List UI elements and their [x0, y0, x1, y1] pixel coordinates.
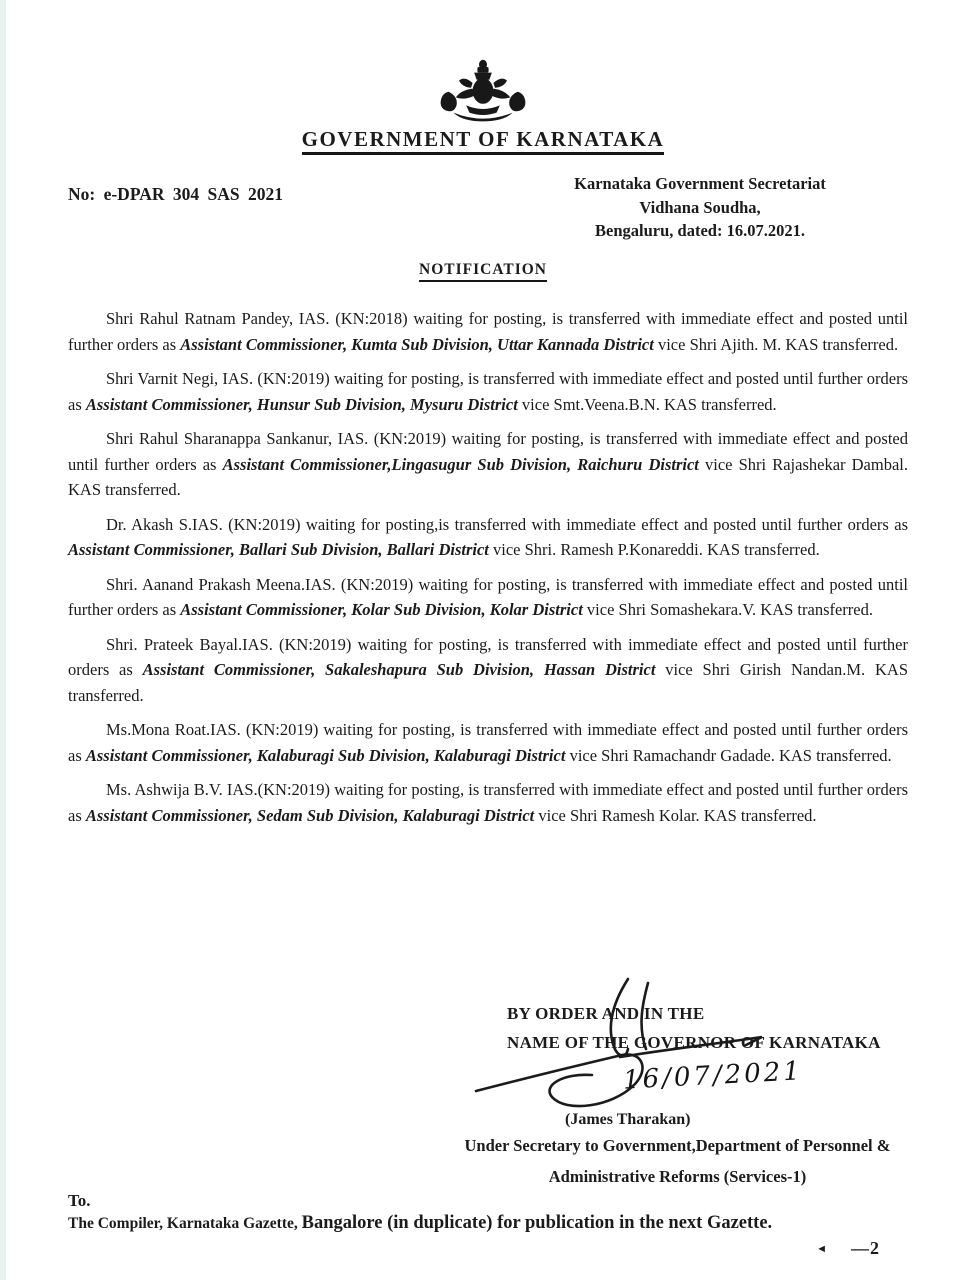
- posting-emphasis: Assistant Commissioner, Hunsur Sub Division, Mysuru District: [85, 394, 518, 414]
- paragraph-text: vice Shri Ramachandr Gadade. KAS transferred.: [565, 745, 892, 765]
- notification-body: [68, 306, 908, 837]
- page-number-mark: —2: [851, 1238, 880, 1258]
- paragraph-text: vice Shri Ajith. M. KAS transferred.: [653, 334, 899, 354]
- posting-emphasis: Assistant Commissioner, Kumta Sub Division, Uttar Kannada District: [180, 334, 654, 354]
- governor-name-line: NAME OF THE GOVERNOR OF KARNATAKA: [507, 1033, 881, 1052]
- paragraph-text: vice Shri. Ramesh P.Konareddi. KAS transferred.: [488, 540, 820, 559]
- government-title-text: GOVERNMENT OF KARNATAKA: [302, 127, 665, 155]
- paragraph-text: Dr. Akash S.IAS. (KN:2019) waiting for posting,is transferred with immediate effect and posted until further orders as: [106, 514, 908, 534]
- paragraph-text: Shri. Prateek Bayal.IAS. (KN:2019) waiting for posting, is transferred with immediate effect and posted until further orders as: [68, 634, 908, 679]
- posting-emphasis: Assistant Commissioner,Lingasugur Sub Division, Raichuru District: [222, 454, 699, 474]
- notification-heading: [0, 261, 966, 279]
- designation-line-1: Under Secretary to Government,Department of Personnel &: [464, 1136, 891, 1155]
- by-order-line: BY ORDER AND IN THE: [507, 1004, 705, 1023]
- paragraph-text: vice Shri Girish Nandan.M. KAS transferred.: [68, 660, 909, 705]
- paragraph-text: vice Shri Ramesh Kolar. KAS transferred.: [534, 805, 817, 825]
- posting-emphasis: Assistant Commissioner, Sedam Sub Division, Kalaburagi District: [85, 805, 535, 825]
- left-triangle-icon: ◄: [816, 1243, 827, 1255]
- page-marker: [816, 1238, 880, 1259]
- transfer-paragraph: [68, 512, 908, 563]
- reference-number: No: e-DPAR 304 SAS 2021: [68, 184, 283, 204]
- handwritten-date: 16/07/2021: [622, 1056, 804, 1096]
- transfer-paragraph: [68, 572, 908, 623]
- transfer-paragraph: [68, 366, 908, 417]
- address-line-secretariat: Karnataka Government Secretariat: [574, 174, 826, 193]
- signature-visual: [445, 1053, 910, 1111]
- paragraph-text: vice Smt.Veena.B.N. KAS transferred.: [517, 394, 777, 414]
- transfer-paragraph: [68, 632, 908, 709]
- signature-block: [445, 1004, 910, 1191]
- address-line-building: Vidhana Soudha,: [639, 197, 761, 217]
- posting-emphasis: Assistant Commissioner, Sakaleshapura Sub Division, Hassan District: [142, 660, 656, 679]
- footer-to-label: To.: [68, 1191, 91, 1210]
- designation-line-2: Administrative Reforms (Services-1): [548, 1167, 807, 1186]
- transfer-paragraph: [68, 306, 908, 357]
- paragraph-text: vice Shri Rajashekar Dambal. KAS transferred.: [68, 454, 908, 499]
- government-title: [0, 127, 966, 152]
- paragraph-text: Ms.Mona Roat.IAS. (KN:2019) waiting for posting, is transferred with immediate effect and posted until further orders as: [68, 720, 908, 765]
- karnataka-state-emblem-icon: [431, 58, 535, 132]
- paragraph-text: Ms. Ashwija B.V. IAS.(KN:2019) waiting for posting, is transferred with immediate effect and posted until further orders as: [68, 780, 908, 825]
- address-line-date: Bengaluru, dated: 16.07.2021.: [595, 221, 805, 240]
- footer-addressee-line: [68, 1213, 910, 1234]
- footer-addressee-large: Bangalore (in duplicate) for publication in the next Gazette.: [301, 1213, 773, 1233]
- paragraph-text: Shri Rahul Ratnam Pandey, IAS. (KN:2018) waiting for posting, is transferred with immediate effect and posted until further orders as: [68, 309, 908, 354]
- posting-emphasis: Assistant Commissioner, Ballari Sub Division, Ballari District: [68, 540, 489, 559]
- signature-scribble-icon: [470, 973, 810, 1133]
- transfer-paragraph: [68, 426, 908, 503]
- transfer-paragraph: [68, 717, 908, 768]
- signatory-name: (James Tharakan): [565, 1111, 691, 1128]
- paragraph-text: Shri Rahul Sharanappa Sankanur, IAS. (KN:2019) waiting for posting, is transferred with immediate effect and posted until further orders as: [68, 429, 908, 474]
- footer: [68, 1190, 910, 1258]
- paragraph-text: vice Shri Somashekara.V. KAS transferred.: [582, 600, 873, 619]
- transfer-paragraph: [68, 777, 908, 828]
- emblem-container: [0, 58, 966, 137]
- posting-emphasis: Assistant Commissioner, Kolar Sub Division, Kolar District: [180, 600, 583, 619]
- paragraph-text: Shri. Aanand Prakash Meena.IAS. (KN:2019) waiting for posting, is transferred with immediate effect and posted until further orders as: [68, 574, 908, 619]
- paragraph-text: Shri Varnit Negi, IAS. (KN:2019) waiting for posting, is transferred with immediate effect and posted until further orders as: [68, 369, 908, 414]
- posting-emphasis: Assistant Commissioner, Kalaburagi Sub Division, Kalaburagi District: [85, 745, 566, 765]
- notification-heading-text: NOTIFICATION: [419, 261, 547, 282]
- footer-addressee-small: The Compiler, Karnataka Gazette,: [68, 1215, 302, 1232]
- secretariat-address: [520, 172, 880, 243]
